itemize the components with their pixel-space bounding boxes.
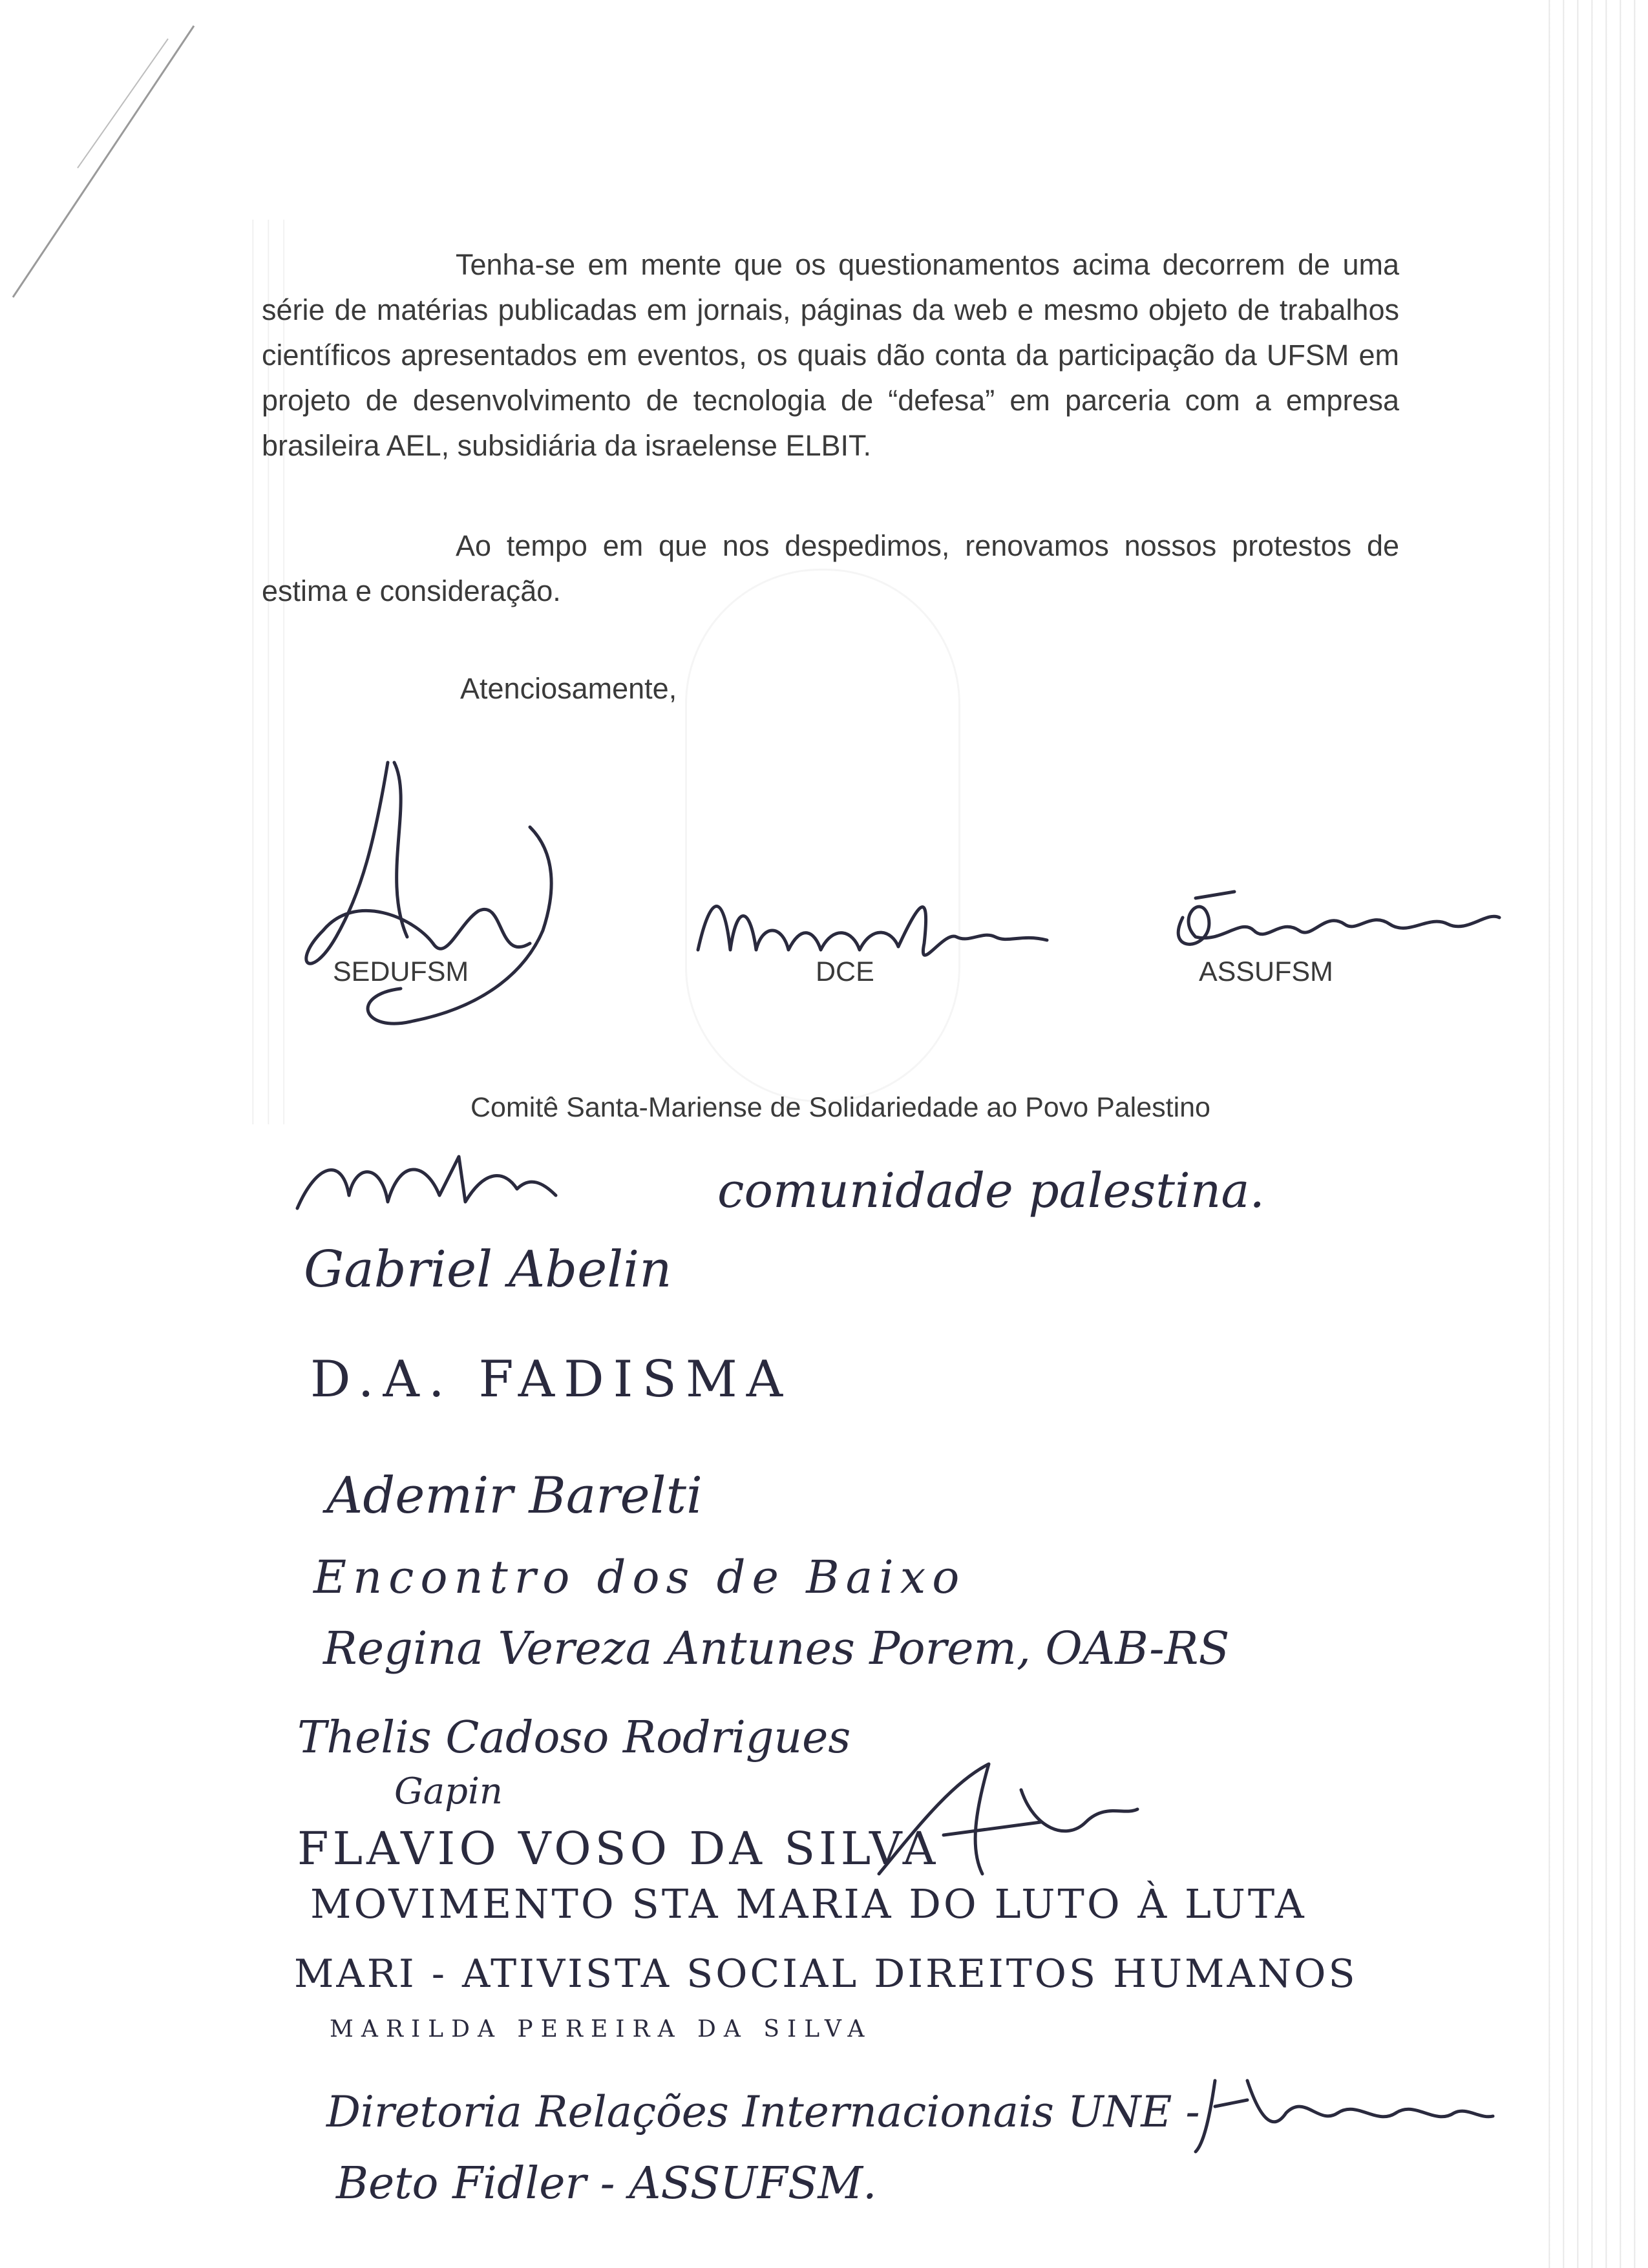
- signatory-label-dce: DCE: [816, 956, 874, 987]
- handwritten-regina-oab-rs: Regina Vereza Antunes Porem, OAB-RS: [323, 1622, 1230, 1675]
- signatory-label-sedufsm: SEDUFSM: [333, 956, 469, 987]
- handwritten-flavio-voso-da-silva: FLAVIO VOSO DA SILVA: [297, 1822, 940, 1875]
- handwritten-thelis-cadoso-rodrigues: Thelis Cadoso Rodrigues: [297, 1712, 851, 1763]
- handwritten-movimento-sta-maria: MOVIMENTO STA MARIA DO LUTO À LUTA: [310, 1880, 1307, 1927]
- handwritten-encontro-dos-de-baixo: Encontro dos de Baixo: [313, 1551, 966, 1604]
- letter-paragraph: Ao tempo em que nos despedimos, renovamos nossos protestos de estima e consideração.: [262, 529, 1399, 607]
- signature-dce: [685, 866, 1073, 982]
- letter-paragraph: Tenha-se em mente que os questionamentos acima decorrem de uma série de matérias publicadas em jornais, páginas da web e mesmo objeto de trabalhos científicos apresentados em eventos, os quais dão conta da participação da UFSM em projeto de desenvolvimento de tecnologia de “defesa” em parceria com a empresa brasileira AEL, subsidiária da israelense ELBIT.: [262, 248, 1399, 462]
- signature-scribble: [291, 1150, 562, 1228]
- closing-salutation: Atenciosamente,: [460, 672, 677, 705]
- signature-assufsm: [1157, 879, 1506, 969]
- committee-title: Comitê Santa-Mariense de Solidariedade ao Povo Palestino: [470, 1092, 1210, 1123]
- handwritten-ademir-barelti: Ademir Barelti: [326, 1467, 703, 1525]
- handwritten-diretoria-une: Diretoria Relações Internacionais UNE -: [326, 2087, 1200, 2137]
- handwritten-gabriel-abelin: Gabriel Abelin: [304, 1241, 672, 1299]
- signatory-label-assufsm: ASSUFSM: [1199, 956, 1333, 987]
- handwritten-gapin: Gapin: [394, 1770, 503, 1812]
- signature-une: [1189, 2068, 1499, 2158]
- handwritten-da-fadisma: D.A. FADISMA: [310, 1350, 792, 1409]
- signature-flavio: [872, 1758, 1144, 1887]
- handwritten-beto-fidler-assufsm: Beto Fidler - ASSUFSM.: [336, 2158, 877, 2209]
- handwritten-comunidade-palestina: comunidade palestina.: [717, 1163, 1265, 1219]
- scan-edge-artifact: [1545, 0, 1648, 2268]
- signature-sedufsm: [284, 750, 595, 1060]
- handwritten-mari-ativista: MARI - ATIVISTA SOCIAL DIREITOS HUMANOS: [294, 1951, 1358, 1997]
- fold-crease: [0, 0, 271, 388]
- watermark-seal: [685, 569, 960, 1102]
- handwritten-marilda-pereira: MARILDA PEREIRA DA SILVA: [330, 2016, 872, 2042]
